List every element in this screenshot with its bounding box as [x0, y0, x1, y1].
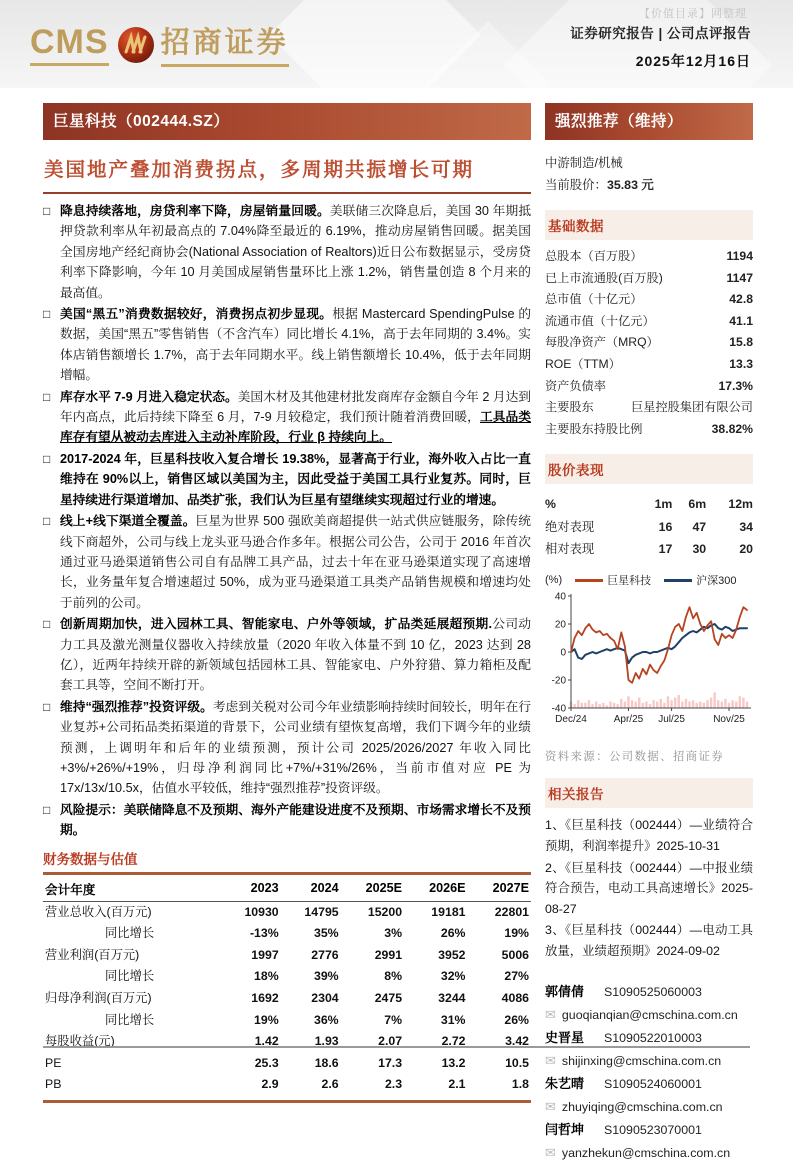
fin-cell: 3% [384, 926, 403, 941]
fin-cell: 2776 [311, 947, 339, 962]
perf-header-cell: 6m [688, 497, 707, 512]
x-tick-label: Jul/25 [658, 714, 685, 726]
volume-bar [739, 697, 741, 709]
bullet-list [43, 201, 531, 841]
legend-line-swatch [664, 579, 692, 582]
fin-cell: 10930 [244, 904, 279, 919]
cms-logo-text: CMS [30, 24, 109, 66]
header-band [0, 0, 793, 88]
volume-bar [649, 704, 651, 708]
base-data-band: 基础数据 [545, 210, 753, 240]
fin-table-body [43, 901, 531, 1101]
bullet-text: 考虑到关税对公司今年业绩影响持续时间较长，明年在行业复苏+公司拓品类拓渠道的背景下，公司业绩有望恢复高增，我们下调今年的业绩预测，上调明年和后年的业绩预测，预计公司 2025/2026/2027 年收入同比+3%/+26%/+19%，归母净利润同比+7%/+31%/26%，当前市值对应 PE 为 17x/13x/10.5x，估值水平较低，维持“强烈推荐”投资评级。 [60, 699, 532, 796]
bullet-item [43, 614, 531, 696]
cms-logo [30, 24, 289, 69]
analyst-name: 郭倩倩 [545, 983, 585, 999]
table-row [43, 923, 531, 945]
related-reports-band: 相关报告 [545, 778, 753, 808]
fin-cell: 35% [314, 926, 339, 941]
bullet-square-icon: □ [43, 514, 51, 529]
perf-cell: 绝对表现 [545, 520, 595, 535]
volume-bar [588, 701, 590, 709]
perf-head [545, 492, 753, 516]
volume-bar [699, 702, 701, 709]
chart-y-unit: (%) [545, 574, 563, 587]
volume-bar [584, 703, 586, 708]
fin-header-cell: 2024 [281, 873, 341, 901]
perf-header-cell: % [545, 497, 556, 512]
volume-bar [631, 701, 633, 709]
bullet-text: 美联储三次降息后，美国 30 年期抵押贷款利率从年初最高点的 7.04%降至最近的 6.19%，推动房屋销售回暖。据美国全国房地产经纪商协会(National Association of Realtors)近日公布数据显示，受房贷利率下降影响，今年 10 月美国成屋销售量环比上涨 1.2%，销售量创造 8 个月来的最高值。 [60, 204, 532, 300]
analyst-name-row [545, 1072, 753, 1096]
fin-cell: 2475 [374, 990, 403, 1005]
reports-list [545, 815, 753, 961]
fin-cell: 39% [314, 969, 339, 984]
analyst-license-id: S1090524060001 [604, 1076, 702, 1091]
bullet-text: 根据 Mastercard SpendingPulse 的数据，美国“黑五”零售销售（不含汽车）同比增长 4.1%，高于去年同期的 3.4%。实体店销售额增长 1.7%，高于去年同期水平。线上销售额增长 10.4%，低于去年同期增幅。 [60, 307, 532, 383]
base-data-label: 总股本（百万股） [545, 249, 643, 263]
bullet-text: 2017-2024 年，巨星科技收入复合增长 19.38%，显著高于行业，海外收入占比一直维持在 90%以上，销售区域以美国为主，因此受益于美国工具行业复苏。同时，巨星持续进行渠道增加、品类扩张，我们认为巨星有望继续实现超过行业的增速。 [60, 451, 531, 507]
base-data-row [545, 419, 753, 441]
header-meta [570, 22, 751, 71]
volume-bar [645, 702, 647, 709]
fin-cell: 7% [384, 1012, 403, 1027]
y-tick-label: -40 [551, 703, 566, 715]
bullet-item [43, 449, 531, 510]
volume-bar [627, 697, 629, 709]
bullet-text: 线上+线下渠道全覆盖。 [60, 514, 196, 529]
base-data-label: 流通市值（十亿元） [545, 313, 655, 328]
analysts-list [545, 980, 753, 1164]
fin-cell: 2.72 [441, 1034, 466, 1049]
bullet-square-icon: □ [43, 699, 51, 714]
base-data-label: ROE（TTM） [545, 356, 621, 371]
series-line [571, 624, 747, 663]
fin-cell: 26% [440, 926, 466, 941]
volume-bar [670, 701, 672, 709]
legend-label: 巨星科技 [607, 575, 652, 588]
fin-cell: 2.1 [404, 1074, 467, 1101]
volume-bar [713, 693, 715, 709]
base-data-row [545, 311, 753, 333]
main-column [43, 103, 531, 1103]
x-tick-label: Apr/25 [613, 714, 644, 726]
volume-bar [573, 704, 575, 708]
footer-divider [43, 1046, 750, 1048]
perf-cell: 30 [692, 542, 707, 557]
fin-row-label: 同比增长 [105, 926, 155, 941]
fin-cell: 27% [504, 969, 529, 984]
table-row [545, 516, 753, 538]
financial-table [43, 872, 531, 1103]
volume-bar [674, 698, 676, 708]
fin-cell: 2.3 [341, 1074, 404, 1101]
base-data-value: 42.8 [729, 292, 753, 307]
analyst-name-row [545, 1118, 753, 1142]
report-headline: 美国地产叠加消费拐点，多周期共振增长可期 [44, 159, 475, 181]
base-data-value: 38.82% [711, 421, 753, 436]
series-line [571, 608, 747, 684]
fin-row-label: 营业总收入(百万元) [45, 904, 152, 919]
volume-bar [663, 703, 665, 708]
fin-cell: 2991 [374, 947, 403, 962]
analyst-name-row [545, 980, 753, 1004]
volume-bar [706, 701, 708, 709]
table-row [43, 901, 531, 923]
fin-cell: 3952 [438, 947, 466, 962]
volume-bar [660, 699, 662, 708]
volume-bar [735, 702, 737, 709]
fin-header-cell: 2027E [468, 873, 532, 901]
fin-cell: 1.42 [254, 1034, 279, 1049]
volume-bar [599, 704, 601, 708]
bullet-text: 维持“强烈推荐”投资评级。 [60, 699, 213, 714]
fin-cell: 3244 [438, 990, 466, 1005]
base-data-value: 1194 [726, 249, 753, 263]
chart-legend [545, 572, 753, 588]
base-data-label: 资产负债率 [545, 378, 606, 393]
fin-header-row [43, 873, 531, 901]
fin-cell: 14795 [304, 904, 339, 919]
volume-bar [685, 699, 687, 708]
company-info [545, 153, 753, 196]
email-envelope-icon: ✉ [545, 1052, 556, 1068]
cms-logo-badge-icon [117, 26, 155, 69]
bullet-text: 降息持续落地，房贷利率下降，房屋销量回暖。 [60, 204, 330, 218]
volume-bar [688, 702, 690, 709]
analyst-email-row [545, 1096, 753, 1118]
volume-bar [692, 701, 694, 709]
y-tick-label: 0 [560, 647, 566, 659]
fin-header-cell: 2025E [341, 873, 404, 901]
volume-bar [717, 701, 719, 709]
fin-cell: 3.42 [505, 1034, 529, 1049]
base-data-label: 已上市流通股(百万股) [545, 270, 663, 285]
bullet-square-icon: □ [43, 451, 51, 466]
bullet-text: 巨星为世界 500 强欧美商超提供一站式供应链服务，除传统线下商超外，公司与线上龙头亚马逊合作多年。根据公司公告，公司于 2016 年首次通过亚马逊渠道销售公司自有品牌工具产品，过去十年在亚马逊渠道实现了高速增长，业务量年复合增速超过 50%，成为亚马逊渠道工具类产品销售规模和增速均处于前列的公司。 [60, 514, 531, 610]
fin-cell: 10.5 [505, 1055, 529, 1070]
fin-header-cell: 2026E [404, 873, 467, 901]
analyst-email: shijinxing@cmschina.com.cn [561, 1053, 722, 1068]
analyst-email: yanzhekun@cmschina.com.cn [561, 1145, 731, 1160]
perf-header-cell: 12m [728, 497, 753, 512]
base-data-label: 主要股东持股比例 [545, 421, 643, 436]
base-data-row [545, 289, 753, 311]
fin-cell: 36% [314, 1012, 339, 1027]
bullet-square-icon: □ [43, 307, 51, 322]
bullet-text: 创新周期加快，进入园林工具、智能家电、户外等领域，扩品类延展超预期. [60, 617, 493, 632]
bullet-square-icon: □ [43, 617, 51, 632]
price-label: 当前股价： [545, 177, 607, 192]
base-data-value: 13.3 [729, 356, 753, 371]
table-row [43, 945, 531, 967]
fin-cell: 4086 [501, 990, 529, 1005]
fin-cell: 1692 [251, 990, 279, 1005]
fin-cell: 1997 [251, 947, 279, 962]
table-row [43, 966, 531, 988]
fin-row-label: PE [45, 1055, 62, 1070]
fin-row-label: 同比增长 [105, 969, 155, 984]
perf-cell: 相对表现 [545, 542, 595, 557]
table-row [545, 538, 753, 560]
volume-bar [595, 702, 597, 709]
analyst-email-row [545, 1050, 753, 1072]
analyst-email-row [545, 1142, 753, 1164]
bullet-text: 公司动力工具及激光测量仪器收入持续放量（2020 年收入体量不到 10 亿，2023 达到 28 亿），近两年持续开辟的新领域包括园林工具、智能家电、户外狩猎、算力箱柜及配套工具等，空间不断打开。 [60, 617, 532, 693]
bullet-item [43, 201, 531, 303]
analyst-name: 朱艺晴 [545, 1075, 585, 1091]
y-tick-label: 40 [554, 591, 566, 603]
fin-header-cell: 2023 [221, 873, 281, 901]
analyst-email-row [545, 1004, 753, 1026]
volume-bar [613, 703, 615, 708]
bullet-text: 库存水平 7-9 月进入稳定状态。 [60, 389, 238, 404]
fin-cell: 1.93 [314, 1034, 339, 1049]
volume-bar [656, 702, 658, 709]
fin-header-cell: 会计年度 [43, 873, 221, 901]
base-data-label: 总市值（十亿元） [545, 292, 643, 307]
volume-bar [581, 703, 583, 708]
report-reference: 2、《巨星科技（002444）—中报业绩符合预告，电动工具高速增长》2025-08-27 [545, 860, 753, 916]
fin-row-label: PB [43, 1074, 221, 1101]
fin-cell: 5006 [501, 947, 529, 962]
fin-cell: 26% [504, 1012, 529, 1027]
bullet-item [43, 697, 531, 799]
fin-cell: 19181 [431, 904, 466, 919]
volume-bar [624, 702, 626, 709]
fin-row-label: 每股收益(元) [45, 1034, 115, 1049]
bullet-text: 工具品类库存有望从被动去库进入主动补库阶段，行业 β 持续向上。 [60, 410, 532, 445]
base-data-value: 1147 [726, 270, 753, 285]
volume-bar [724, 699, 726, 708]
fin-row-label: 营业利润(百万元) [45, 947, 140, 962]
x-tick-label: Nov/25 [713, 714, 745, 726]
fin-cell: 31% [440, 1012, 466, 1027]
price-performance-band: 股价表现 [545, 454, 753, 484]
report-type-label: 证券研究报告 | 公司点评报告 [570, 26, 751, 41]
performance-table [545, 492, 753, 560]
bullet-item [43, 800, 531, 841]
fin-cell: 18% [254, 969, 279, 984]
volume-bar [728, 703, 730, 708]
analyst-name: 史晋星 [545, 1029, 585, 1045]
base-data-row [545, 397, 753, 419]
volume-bar [681, 702, 683, 709]
base-data-value: 巨星控股集团有限公司 [631, 400, 753, 415]
fin-cell: 2.9 [221, 1074, 281, 1101]
bullet-item [43, 511, 531, 613]
fin-cell: 2304 [311, 990, 339, 1005]
fin-cell: 2.6 [281, 1074, 341, 1101]
fin-table-head [43, 873, 531, 901]
perf-cell: 47 [692, 520, 707, 535]
fin-cell: 13.2 [441, 1055, 466, 1070]
fin-cell: 19% [254, 1012, 279, 1027]
fin-cell: -13% [249, 926, 279, 941]
perf-cell: 20 [739, 542, 753, 557]
y-tick-label: 20 [554, 619, 566, 631]
volume-bar [642, 703, 644, 708]
base-data-row [545, 332, 753, 354]
fin-cell: 19% [504, 926, 529, 941]
chart-source-note: 资料来源：公司数据、招商证券 [545, 751, 725, 764]
volume-bar [678, 695, 680, 708]
base-data-row [545, 246, 753, 268]
report-reference: 3、《巨星科技（002444）—电动工具放量，业绩超预期》2024-09-02 [545, 923, 753, 958]
perf-body [545, 516, 753, 560]
cms-logo-chinese-text: 招商证券 [161, 24, 289, 67]
bullet-text: 美国木材及其他建材批发商库存金额自今年 2 月达到年内高点，此后持续下降至 6 月，7-9 月较稳定，我们预计随着消费回暖， [60, 389, 531, 425]
volume-bar [703, 703, 705, 708]
bullet-text: 风险提示：美联储降息不及预期、海外产能建设进度不及预期、市场需求增长不及预期。 [60, 802, 531, 838]
industry-line: 中游制造/机械 [545, 156, 623, 170]
price-chart [545, 590, 753, 743]
legend-line-swatch [575, 579, 603, 582]
email-envelope-icon: ✉ [545, 1006, 556, 1022]
fin-cell: 22801 [494, 904, 529, 919]
bullet-item [43, 387, 531, 448]
volume-bar [742, 698, 744, 708]
perf-cell: 17 [658, 542, 673, 557]
base-data-list [545, 246, 753, 440]
analyst-license-id: S1090522010003 [604, 1030, 702, 1045]
analyst-license-id: S1090523070001 [604, 1122, 702, 1137]
volume-bar [667, 697, 669, 709]
watermark-text: 【价值目录】网整理 [639, 8, 747, 20]
analyst-license-id: S1090525060003 [604, 984, 702, 999]
analyst-email: guoqianqian@cmschina.com.cn [561, 1007, 738, 1022]
fin-cell: 18.6 [314, 1055, 339, 1070]
price-chart-svg [545, 590, 753, 738]
table-row [43, 1053, 531, 1075]
fin-cell: 1.8 [468, 1074, 532, 1101]
x-tick-label: Dec/24 [555, 714, 587, 726]
volume-bar [591, 704, 593, 708]
volume-bar [696, 703, 698, 708]
base-data-value: 15.8 [729, 335, 753, 350]
analyst-name: 闫哲坤 [545, 1121, 585, 1137]
fin-cell: 32% [440, 969, 466, 984]
legend-label: 沪深300 [696, 575, 737, 588]
table-row [43, 988, 531, 1010]
volume-bar [609, 702, 611, 709]
fin-cell: 25.3 [254, 1055, 279, 1070]
bullet-text: 美国“黑五”消费数据较好，消费拐点初步显现。 [60, 307, 333, 322]
table-row [43, 1010, 531, 1032]
email-envelope-icon: ✉ [545, 1144, 556, 1160]
volume-bar [721, 702, 723, 709]
volume-bar [731, 701, 733, 709]
fin-row-label: 归母净利润(百万元) [45, 990, 152, 1005]
fin-cell: 15200 [367, 904, 403, 919]
perf-header-cell: 1m [654, 497, 673, 512]
base-data-value: 41.1 [729, 313, 753, 328]
volume-bar [577, 701, 579, 709]
email-envelope-icon: ✉ [545, 1098, 556, 1114]
report-reference: 1、《巨星科技（002444）—业绩符合预期，利润率提升》2025-10-31 [545, 818, 753, 853]
fin-cell: 8% [384, 969, 403, 984]
volume-bar [710, 698, 712, 708]
base-data-row [545, 376, 753, 398]
base-data-row [545, 354, 753, 376]
report-date: 2025年12月16日 [635, 53, 751, 69]
sidebar-column [545, 103, 753, 1164]
bullet-item [43, 304, 531, 386]
volume-bar [652, 701, 654, 709]
perf-cell: 34 [739, 520, 753, 535]
headline-divider [43, 192, 531, 194]
analyst-email: zhuyiqing@cmschina.com.cn [561, 1099, 723, 1114]
fin-cell: 2.07 [378, 1034, 403, 1049]
price-value: 35.83 元 [606, 177, 654, 192]
price-line [545, 175, 753, 197]
bullet-square-icon: □ [43, 389, 51, 404]
volume-bar [638, 698, 640, 708]
rating-bar: 强烈推荐（维持） [545, 103, 753, 140]
bullet-square-icon: □ [43, 802, 51, 817]
base-data-label: 主要股东 [545, 400, 594, 415]
bullet-square-icon: □ [43, 204, 51, 218]
y-tick-label: -20 [551, 675, 566, 687]
base-data-row [545, 268, 753, 290]
volume-bar [746, 702, 748, 709]
table-row [43, 1074, 531, 1101]
volume-bar [616, 704, 618, 708]
perf-cell: 16 [658, 520, 673, 535]
volume-bar [620, 699, 622, 708]
base-data-label: 每股净资产（MRQ） [545, 335, 659, 350]
volume-bar [634, 702, 636, 709]
base-data-value: 17.3% [718, 378, 753, 393]
perf-header-row [545, 492, 753, 516]
fin-section-title: 财务数据与估值 [43, 851, 138, 867]
fin-cell: 17.3 [378, 1055, 403, 1070]
company-title-bar: 巨星科技（002444.SZ） [43, 103, 531, 140]
volume-bar [602, 703, 604, 708]
fin-row-label: 同比增长 [105, 1012, 155, 1027]
table-row [43, 1031, 531, 1053]
